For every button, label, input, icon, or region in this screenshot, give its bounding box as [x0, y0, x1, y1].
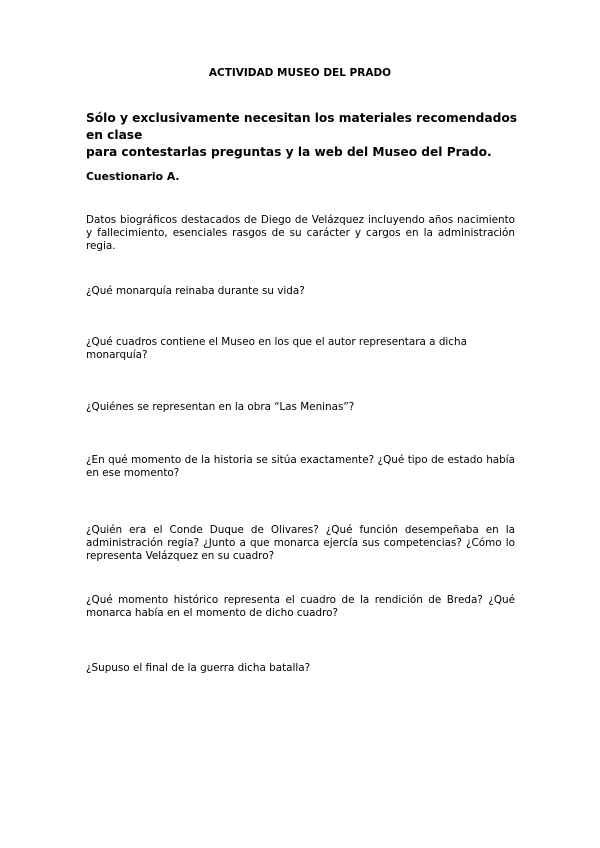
- question-7: ¿Qué momento histórico representa el cuadro de la rendición de Breda? ¿Qué monarca había en el momento de dicho cuadro?: [86, 594, 515, 619]
- question-5: ¿En qué momento de la historia se sitúa exactamente? ¿Qué tipo de estado había en ese momento?: [86, 454, 515, 479]
- question-6: ¿Quién era el Conde Duque de Olivares? ¿Qué función desempeñaba en la administración regia? ¿Junto a que monarca ejercía sus competencias? ¿Cómo lo representa Velázquez en su cuadro?: [86, 524, 515, 562]
- document-title: ACTIVIDAD MUSEO DEL PRADO: [208, 67, 392, 79]
- intro-line-1: Sólo y exclusivamente necesitan los materiales recomendados en clase: [86, 111, 517, 142]
- intro-line-2: para contestarlas preguntas y la web del Museo del Prado.: [86, 145, 492, 159]
- question-1: Datos biográficos destacados de Diego de Velázquez incluyendo años nacimiento y fallecimiento, esenciales rasgos de su carácter y cargos en la administración regia.: [86, 214, 515, 252]
- question-4: ¿Quiénes se representan en la obra “Las Meninas”?: [86, 401, 355, 413]
- intro-paragraph: [86, 110, 526, 161]
- question-8: ¿Supuso el final de la guerra dicha batalla?: [86, 662, 311, 674]
- section-heading: Cuestionario A.: [86, 170, 180, 183]
- question-3: ¿Qué cuadros contiene el Museo en los que el autor representara a dicha monarquía?: [86, 336, 467, 361]
- question-2: ¿Qué monarquía reinaba durante su vida?: [86, 285, 305, 297]
